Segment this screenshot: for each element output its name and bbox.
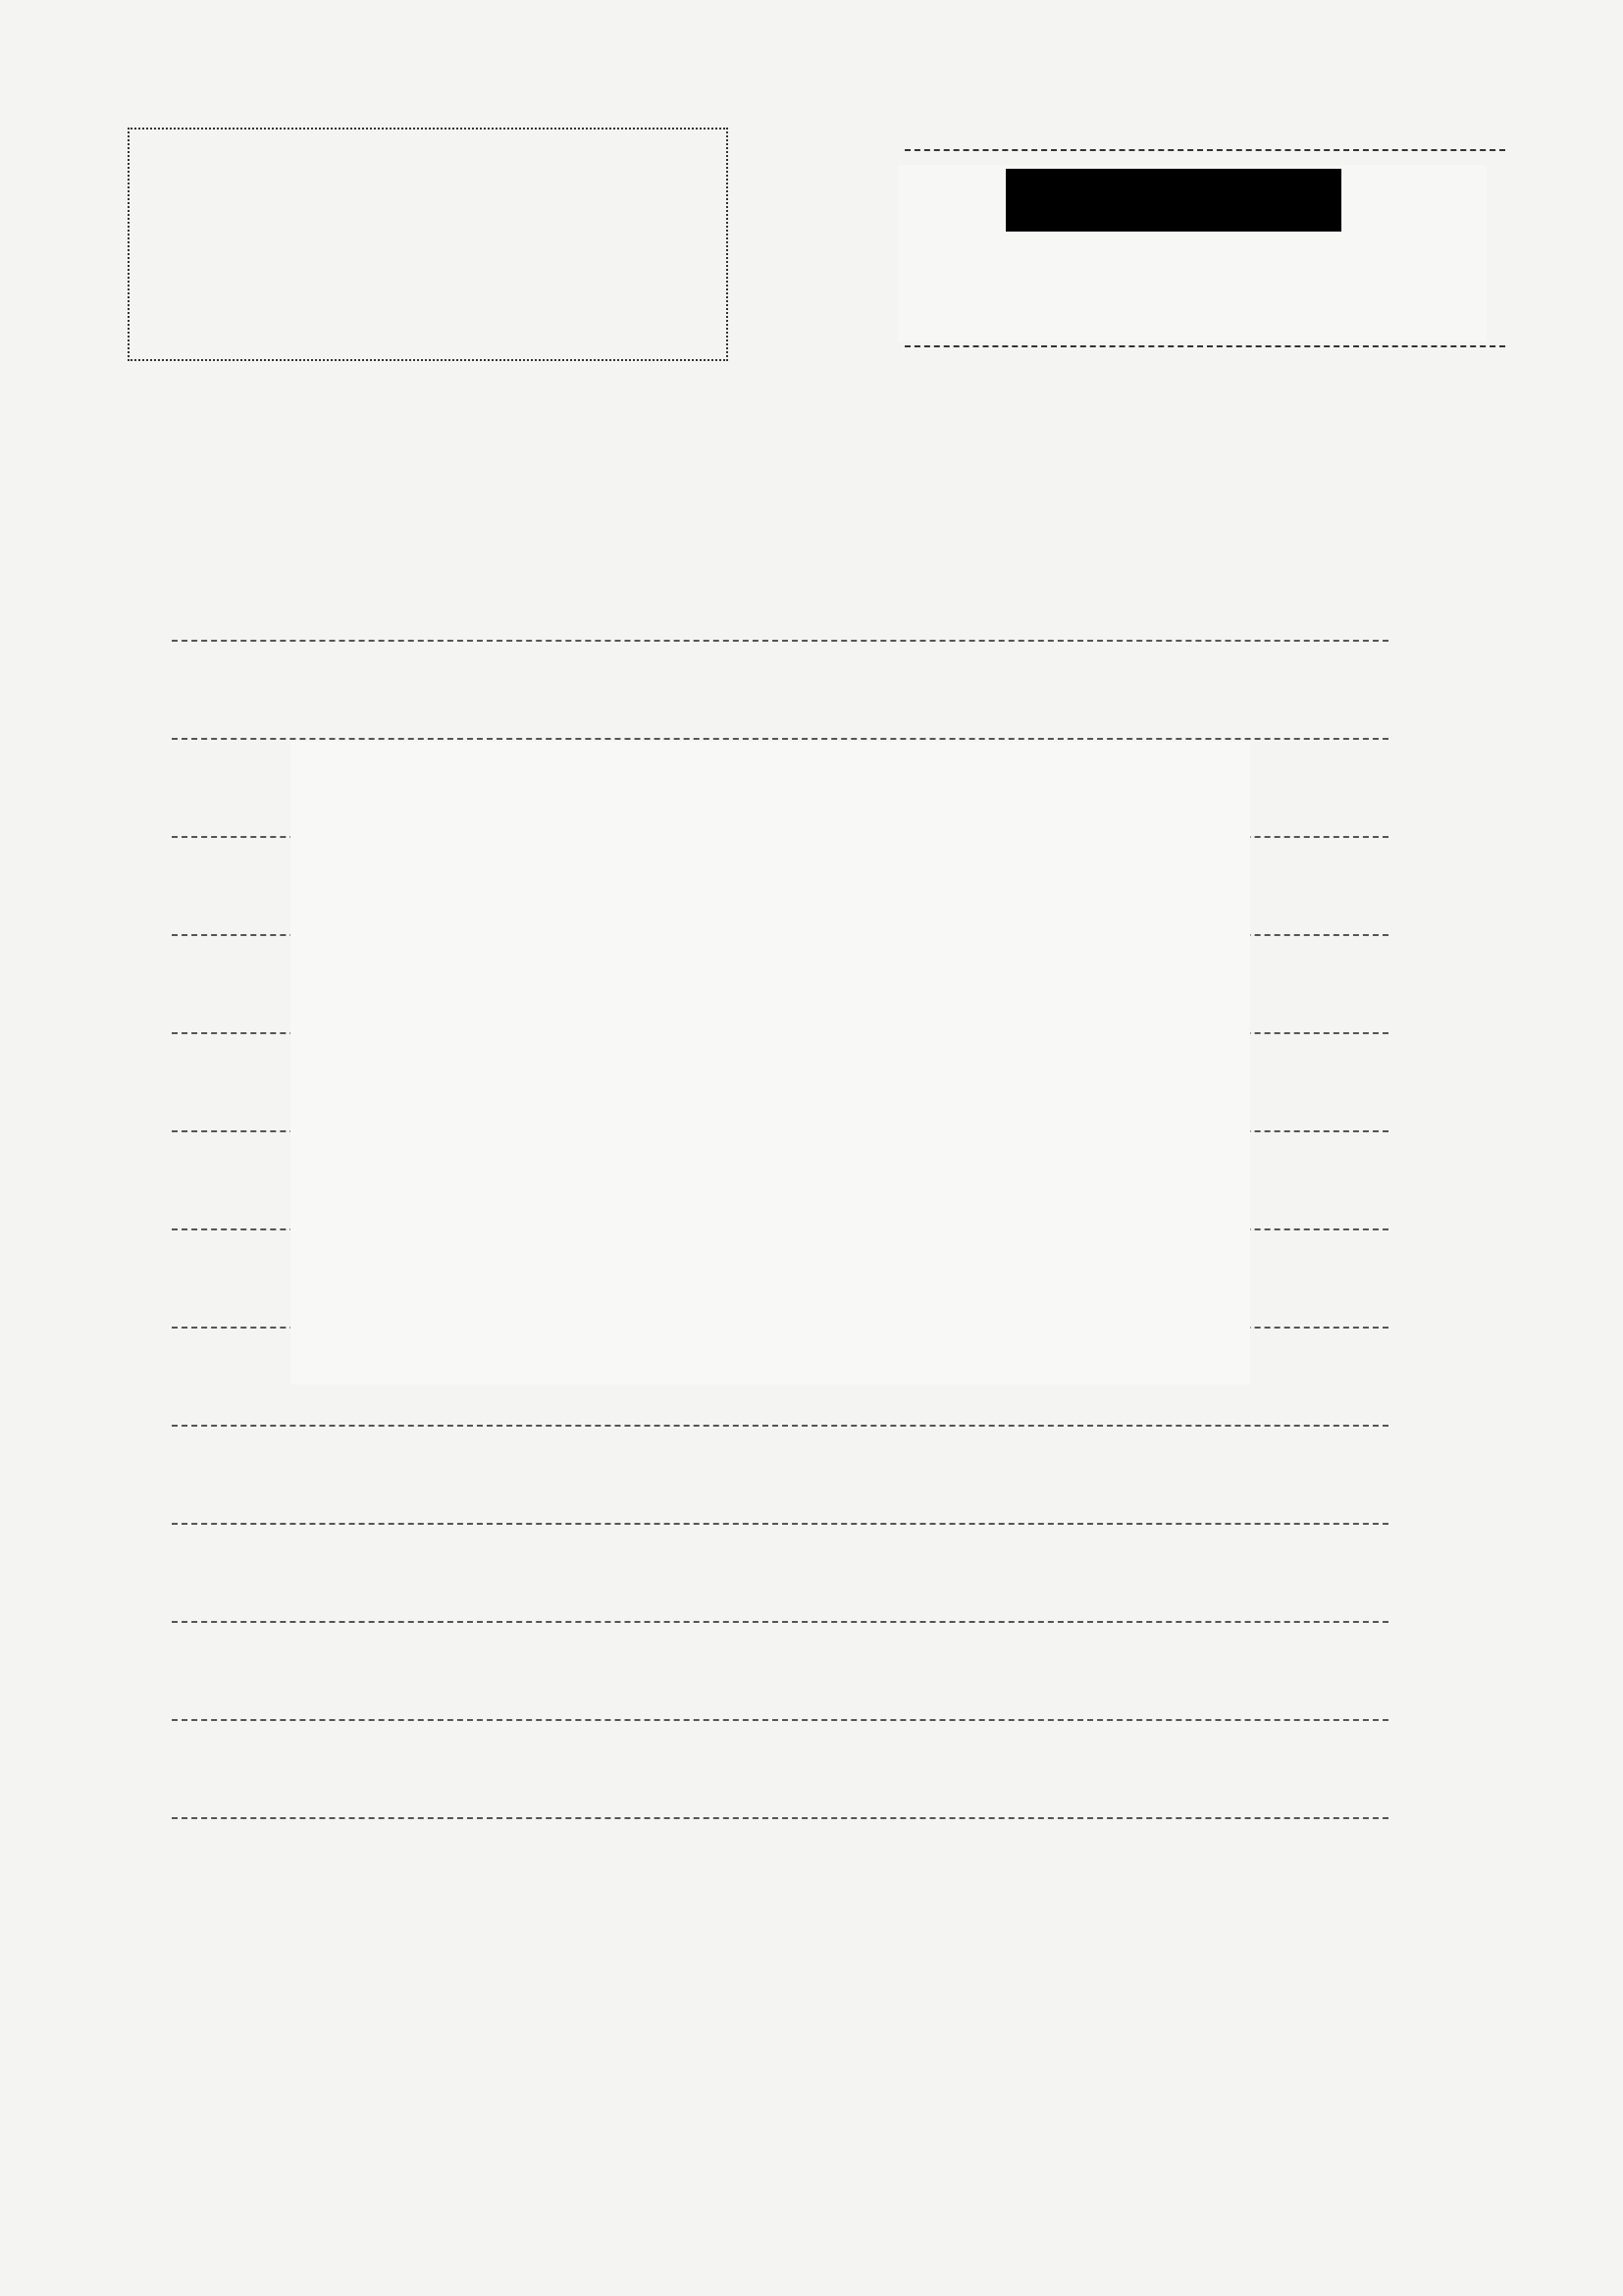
writing-line xyxy=(172,1523,1388,1525)
writing-line xyxy=(172,640,1388,642)
name-field-line xyxy=(905,149,1505,151)
writing-line xyxy=(172,1817,1388,1819)
occupation-field-line xyxy=(905,345,1505,347)
redacted-name-block xyxy=(1006,169,1341,200)
balloon-border-bottom xyxy=(59,2182,1564,2243)
balloon-border-left xyxy=(55,118,116,2188)
fax-notice-box xyxy=(128,128,728,361)
writing-line xyxy=(172,738,1388,740)
survey-answer-card xyxy=(290,742,1250,1384)
writing-line xyxy=(172,1719,1388,1721)
balloon-border-top xyxy=(59,61,1564,122)
typed-entry-card xyxy=(898,165,1487,341)
redacted-address-block xyxy=(1006,200,1341,232)
writing-line xyxy=(172,1425,1388,1427)
writing-line xyxy=(172,1621,1388,1623)
balloon-border-right xyxy=(1503,118,1564,2188)
